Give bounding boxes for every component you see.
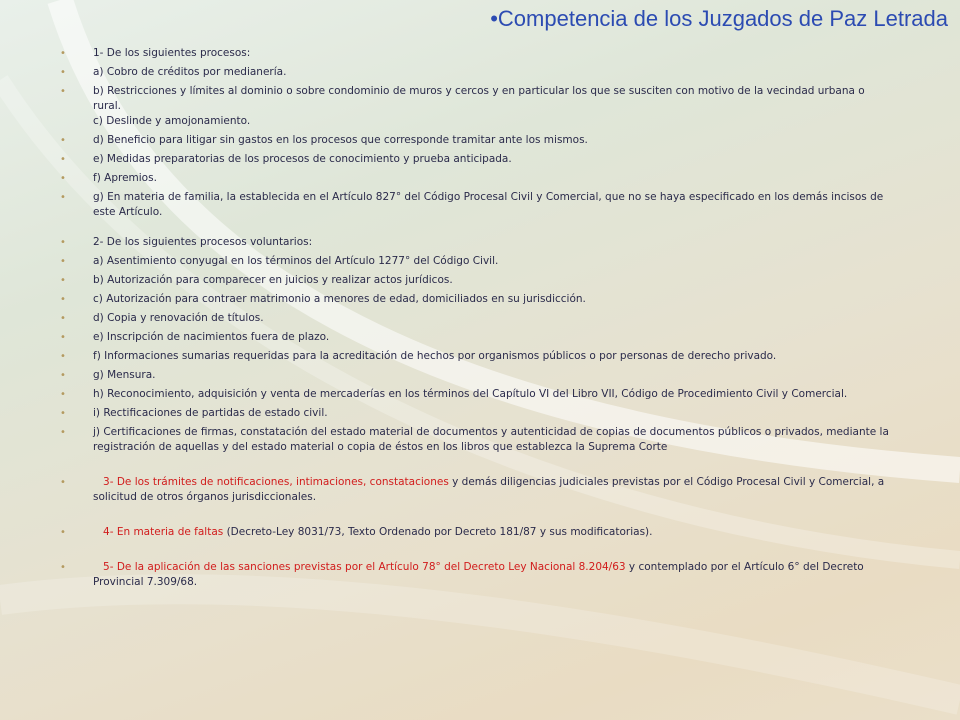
- item-heading: 5- De la aplicación de las sanciones previstas por el Artículo 78° del Decreto Ley Nacional 8.204/63: [103, 561, 626, 573]
- list-item: • e) Medidas preparatorias de los procesos de conocimiento y prueba anticipada.: [60, 152, 890, 167]
- item-text: (Decreto-Ley 8031/73, Texto Ordenado por Decreto 181/87 y sus modificatorias).: [223, 526, 653, 538]
- list-item: • a) Cobro de créditos por medianería.: [60, 65, 890, 80]
- list-item: • b) Restricciones y límites al dominio o sobre condominio de muros y cercos y en particular los que se susciten con motivo de la vecindad urbana o rural. c) Deslinde y amojonamiento.: [60, 84, 890, 129]
- list-item: • 2- De los siguientes procesos voluntarios:: [60, 235, 890, 250]
- list-item: • h) Reconocimiento, adquisición y venta de mercaderías en los términos del Capítulo VI del Libro VII, Código de Procedimiento Civil y Comercial.: [60, 387, 890, 402]
- list-item: • 1- De los siguientes procesos:: [60, 46, 890, 61]
- page-title: •Competencia de los Juzgados de Paz Letrada: [490, 6, 948, 31]
- list-item: • f) Informaciones sumarias requeridas para la acreditación de hechos por organismos públicos o por personas de derecho privado.: [60, 349, 890, 364]
- list-item: • d) Copia y renovación de títulos.: [60, 311, 890, 326]
- list-item: [60, 475, 890, 505]
- list-item: • i) Rectificaciones de partidas de estado civil.: [60, 406, 890, 421]
- list-item: • a) Asentimiento conyugal en los términos del Artículo 1277° del Código Civil.: [60, 254, 890, 269]
- list-item: • b) Autorización para comparecer en juicios y realizar actos jurídicos.: [60, 273, 890, 288]
- list-item: • g) Mensura.: [60, 368, 890, 383]
- item-text: y contemplado por el Artículo 6° del Decreto Provincial 7.309/68.: [93, 561, 864, 588]
- list-item: • g) En materia de familia, la establecida en el Artículo 827° del Código Procesal Civil y Comercial, que no se haya especificado en los demás incisos de este Artículo.: [60, 190, 890, 220]
- item-text: y demás diligencias judiciales previstas por el Código Procesal Civil y Comercial, a solicitud de otros órganos jurisdiccionales.: [93, 476, 885, 503]
- list-item: [60, 525, 890, 540]
- item-heading: 3- De los trámites de notificaciones, intimaciones, constataciones: [103, 476, 449, 488]
- list-item: • e) Inscripción de nacimientos fuera de plazo.: [60, 330, 890, 345]
- list-item: • f) Apremios.: [60, 171, 890, 186]
- content-list: [60, 46, 890, 594]
- list-item: • d) Beneficio para litigar sin gastos en los procesos que corresponde tramitar ante los mismos.: [60, 133, 890, 148]
- item-heading: 4- En materia de faltas: [103, 526, 224, 538]
- list-item: • j) Certificaciones de firmas, constatación del estado material de documentos y autenticidad de copias de documentos públicos o privados, mediante la registración de aquellas y del estado material o copia de éstos en los libros que establezca la Suprema Corte: [60, 425, 890, 455]
- list-item: • c) Autorización para contraer matrimonio a menores de edad, domiciliados en su jurisdicción.: [60, 292, 890, 307]
- list-item: [60, 560, 890, 590]
